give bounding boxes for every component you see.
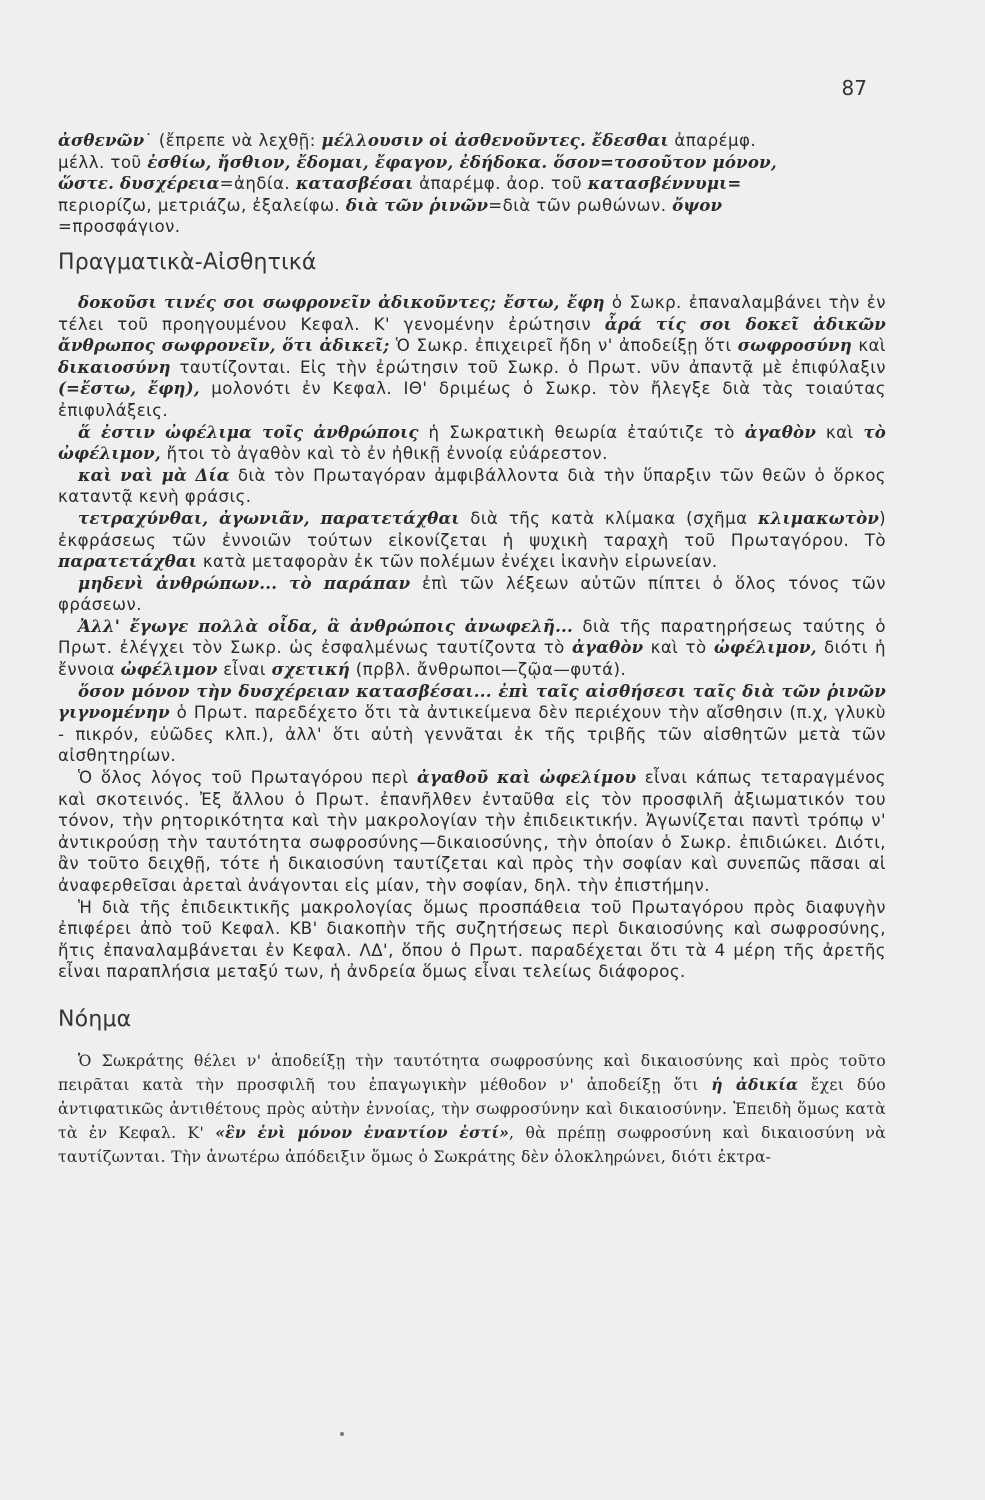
glossary-line: ἀσθενῶν˙ (ἔπρεπε νὰ λεχθῇ: μέλλουσιν οἱ ἀσθενοῦντες. ἔδεσθαι ἀπαρέμφ. [58, 130, 757, 150]
glossary-line: μέλλ. τοῦ ἐσθίω, ἤσθιον, ἔδομαι, ἔφαγον, ἐδήδοκα. ὅσον=τοσοῦτον μόνον, [58, 151, 777, 172]
page-number: 87 [841, 76, 867, 100]
commentary-paragraph: Ὁ ὅλος λόγος τοῦ Πρωταγόρου περὶ ἀγαθοῦ καὶ ὠφελίμου εἶναι κάπως τεταραγμένος καὶ σκοτεινός. Ἐξ ἄλλου ὁ Πρωτ. ἐπανῆλθεν ἐνταῦθα εἰς τὸν προσφιλῆ ἀξιωματικόν του τόνον, τὴν ρητορικότητα καὶ τὴν μακρολογίαν τὴν ἐπιδεικτικήν. Ἀγωνίζεται παντὶ τρόπῳ ν' ἀντικρούσῃ τὴν ταυτότητα σωφροσύνης—δικαιοσύνης, τὴν ὁποίαν ὁ Σωκρ. ἐπιδιώκει. Διότι, ἂν τοῦτο δειχθῇ, τότε ἡ δικαιοσύνη ταυτίζεται καὶ πρὸς τὴν σοφίαν καὶ συνεπῶς πᾶσαι αἱ ἀναφερθεῖσαι ἀρεταὶ ἀνάγονται εἰς μίαν, τὴν σοφίαν, δηλ. τὴν ἐπιστήμην. [58, 767, 886, 895]
glossary-line: =προσφάγιον. [58, 217, 181, 237]
glossary-line: περιορίζω, μετριάζω, ἐξαλείφω. διὰ τῶν ῥινῶν=διὰ τῶν ρωθώνων. ὄψον [58, 194, 723, 215]
page-body [58, 130, 886, 1169]
commentary-paragraph: Ἀλλ' ἔγωγε πολλὰ οἶδα, ἃ ἀνθρώποις ἀνωφελῆ... διὰ τῆς παρατηρήσεως ταύτης ὁ Πρωτ. ἐλέγχει τὸν Σωκρ. ὡς ἐσφαλμένως ταυτίζοντα τὸ ἀγαθὸν καὶ τὸ ὠφέλιμον, διότι ἡ ἔννοια ὠφέλιμον εἶναι σχετική (πρβλ. ἄνθρωποι—ζῷα—φυτά). [58, 615, 886, 680]
commentary-paragraph: δοκοῦσι τινές σοι σωφρονεῖν ἀδικοῦντες; ἔστω, ἔφη ὁ Σωκρ. ἐπαναλαμβάνει τὴν ἐν τέλει τοῦ προηγουμένου Κεφαλ. Κ' γενομένην ἐρώτησιν ἆρά τίς σοι δοκεῖ ἀδικῶν ἄνθρωπος σωφρονεῖν, ὅτι ἀδικεῖ; Ὁ Σωκρ. ἐπιχειρεῖ ἤδη ν' ἀποδείξῃ ὅτι σωφροσύνη καὶ δικαιοσύνη ταυτίζονται. Εἰς τὴν ἐρώτησιν τοῦ Σωκρ. ὁ Πρωτ. νῦν ἀπαντᾷ μὲ ἐπιφύλαξιν (=ἔστω, ἔφη), μολονότι ἐν Κεφαλ. ΙΘ' δριμέως ὁ Σωκρ. τὸν ἤλεγξε διὰ τὰς τοιαύτας ἐπιφυλάξεις. [58, 291, 887, 420]
commentary-paragraph: μηδενὶ ἀνθρώπων... τὸ παράπαν ἐπὶ τῶν λέξεων αὐτῶν πίπτει ὁ ὅλος τόνος τῶν φράσεων. [58, 572, 886, 615]
section-heading-noima: Νόημα [58, 1006, 132, 1032]
summary-paragraph: Ὁ Σωκράτης θέλει ν' ἀποδείξῃ τὴν ταυτότητα σωφροσύνης καὶ δικαιοσύνης καὶ πρὸς τοῦτο πειρᾶται κατὰ τὴν προσφιλῆ του ἐπαγωγικὴν μέθοδον ν' ἀποδείξῃ ὅτι ἡ ἀδικία ἔχει δύο ἀντιφατικῶς ἀντιθέτους πρὸς αὐτὴν ἐννοίας, τὴν σωφροσύνην καὶ δικαιοσύνην. Ἐπειδὴ ὅμως κατὰ τὰ ἐν Κεφαλ. Κ' «ἓν ἑνὶ μόνον ἐναντίον ἐστί», θὰ πρέπῃ σωφροσύνη καὶ δικαιοσύνη νὰ ταυτίζωνται. Τὴν ἀνωτέρω ἀπόδειξιν ὅμως ὁ Σωκράτης δὲν ὁλοκληρώνει, διότι ἐκτρα- [58, 1051, 886, 1166]
commentary-paragraph: Ἡ διὰ τῆς ἐπιδεικτικῆς μακρολογίας ὅμως προσπάθεια τοῦ Πρωταγόρου πρὸς διαφυγὴν ἐπιφέρει ἀπὸ τοῦ Κεφαλ. ΚΒ' διακοπὴν τῆς συζητήσεως περὶ δικαιοσύνης καὶ σωφροσύνης, ἥτις ἐπαναλαμβάνεται ἐν Κεφαλ. ΛΔ', ὅπου ὁ Πρωτ. παραδέχεται ὅτι τὰ 4 μέρη τῆς ἀρετῆς εἶναι παραπλήσια μεταξύ των, ἡ ἀνδρεία ὅμως εἶναι τελείως διάφορος. [58, 897, 886, 982]
section-heading-pragmatika: Πραγματικὰ-Αἰσθητικά [58, 249, 317, 275]
commentary-paragraph: ἅ ἐστιν ὠφέλιμα τοῖς ἀνθρώποις ἡ Σωκρατικὴ θεωρία ἐταύτιζε τὸ ἀγαθὸν καὶ τὸ ὠφέλιμον, ἤτοι τὸ ἀγαθὸν καὶ τὸ ἐν ἠθικῇ ἐννοίᾳ εὐάρεστον. [58, 421, 886, 464]
print-speck [340, 1432, 344, 1436]
commentary-paragraph: καὶ ναὶ μὰ Δία διὰ τὸν Πρωταγόραν ἀμφιβάλλοντα διὰ τὴν ὕπαρξιν τῶν θεῶν ὁ ὅρκος καταντᾷ κενὴ φράσις. [58, 464, 886, 507]
commentary-paragraph: ὅσον μόνον τὴν δυσχέρειαν κατασβέσαι... ἐπὶ ταῖς αἰσθήσεσι ταῖς διὰ τῶν ῥινῶν γιγνομένην ὁ Πρωτ. παρεδέχετο ὅτι τὰ ἀντικείμενα δὲν περιέχουν τὴν αἴσθησιν (π.χ, γλυκὺ - πικρόν, εὐῶδες κλπ.), ἀλλ' ὅτι αὐτὴ γεννᾶται ἐκ τῆς τριβῆς τῶν αἰσθητῶν μετὰ τῶν αἰσθητηρίων. [58, 680, 886, 766]
commentary-paragraph: τετραχύνθαι, ἀγωνιᾶν, παρατετάχθαι διὰ τῆς κατὰ κλίμακα (σχῆμα κλιμακωτὸν) ἐκφράσεως τῶν ἐννοιῶν τούτων εἰκονίζεται ἡ ψυχικὴ ταραχὴ τοῦ Πρωταγόρου. Τὸ παρατετάχθαι κατὰ μεταφορὰν ἐκ τῶν πολέμων ἐνέχει ἱκανὴν εἰρωνείαν. [58, 507, 886, 572]
glossary-line: ὥστε. δυσχέρεια=ἀηδία. κατασβέσαι ἀπαρέμφ. ἀορ. τοῦ κατασβέννυμι= [58, 173, 742, 194]
